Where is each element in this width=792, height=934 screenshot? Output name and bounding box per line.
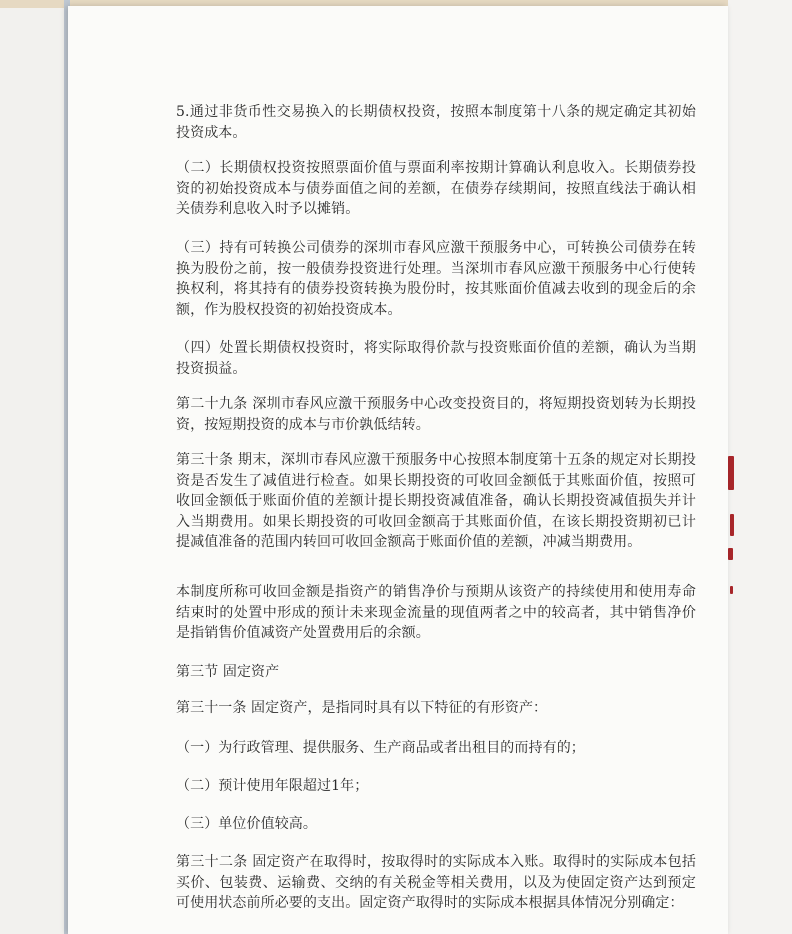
stamp-fragment (730, 586, 733, 594)
section-heading-fixed-assets: 第三节 固定资产 (176, 664, 280, 680)
paragraph-article-29: 第二十九条 深圳市春风应激干预服务中心改变投资目的，将短期投资划转为长期投资，按短期投资的成本与市价孰低结转。 (176, 396, 696, 433)
list-item-1: （一）为行政管理、提供服务、生产商品或者出租目的而持有的； (176, 740, 585, 756)
paragraph-article-30: 第三十条 期末，深圳市春风应激干预服务中心按照本制度第十五条的规定对长期投资是否发生了减值进行检查。如果长期投资的可收回金额低于其账面价值，按照可收回金额低于账面价值的差额计提长期投资减值准备，确认长期投资减值损失并计入当期费用。如果长期投资的可收回金额高于其账面价值，在该长期投资期初已计提减值准备的范围内转回可收回金额高于账面价值的差额，冲减当期费用。 (176, 452, 696, 550)
list-item-3: （三）单位价值较高。 (176, 816, 317, 832)
stamp-fragment (728, 548, 733, 560)
paragraph-clause-4: （四）处置长期债权投资时，将实际取得价款与投资账面价值的差额，确认为当期投资损益。 (176, 340, 696, 377)
paragraph-clause-2: （二）长期债权投资按照票面价值与票面利率按期计算确认利息收入。长期债券投资的初始投资成本与债券面值之间的差额，在债券存续期间，按照直线法于确认相关债券利息收入时予以摊销。 (176, 160, 696, 217)
adjacent-page-edge (728, 0, 792, 934)
stamp-fragment (730, 514, 734, 536)
paragraph-article-31: 第三十一条 固定资产，是指同时具有以下特征的有形资产： (176, 700, 548, 716)
stamp-fragment (728, 456, 734, 490)
paragraph-clause-3: （三）持有可转换公司债券的深圳市春风应激干预服务中心，可转换公司债券在转换为股份之前，按一般债券投资进行处理。当深圳市春风应激干预服务中心行使转换权利，将其持有的债券投资转换为股份时，按其账面价值减去收到的现金后的余额，作为股权投资的初始投资成本。 (176, 240, 696, 318)
paragraph-recoverable-amount: 本制度所称可收回金额是指资产的销售净价与预期从该资产的持续使用和使用寿命结束时的处置中形成的预计未来现金流量的现值两者之中的较高者，其中销售净价是指销售价值减资产处置费用后的余额。 (176, 584, 696, 641)
paragraph-article-32: 第三十二条 固定资产在取得时，按取得时的实际成本入账。取得时的实际成本包括买价、包装费、运输费、交纳的有关税金等相关费用，以及为使固定资产达到预定可使用状态前所必要的支出。固定资产取得时的实际成本根据具体情况分别确定： (176, 854, 696, 911)
paragraph-item-5: 5.通过非货币性交易换入的长期债权投资，按照本制度第十八条的规定确定其初始投资成本。 (176, 104, 696, 141)
list-item-2: （二）预计使用年限超过1年； (176, 778, 369, 794)
document-page (68, 6, 728, 934)
